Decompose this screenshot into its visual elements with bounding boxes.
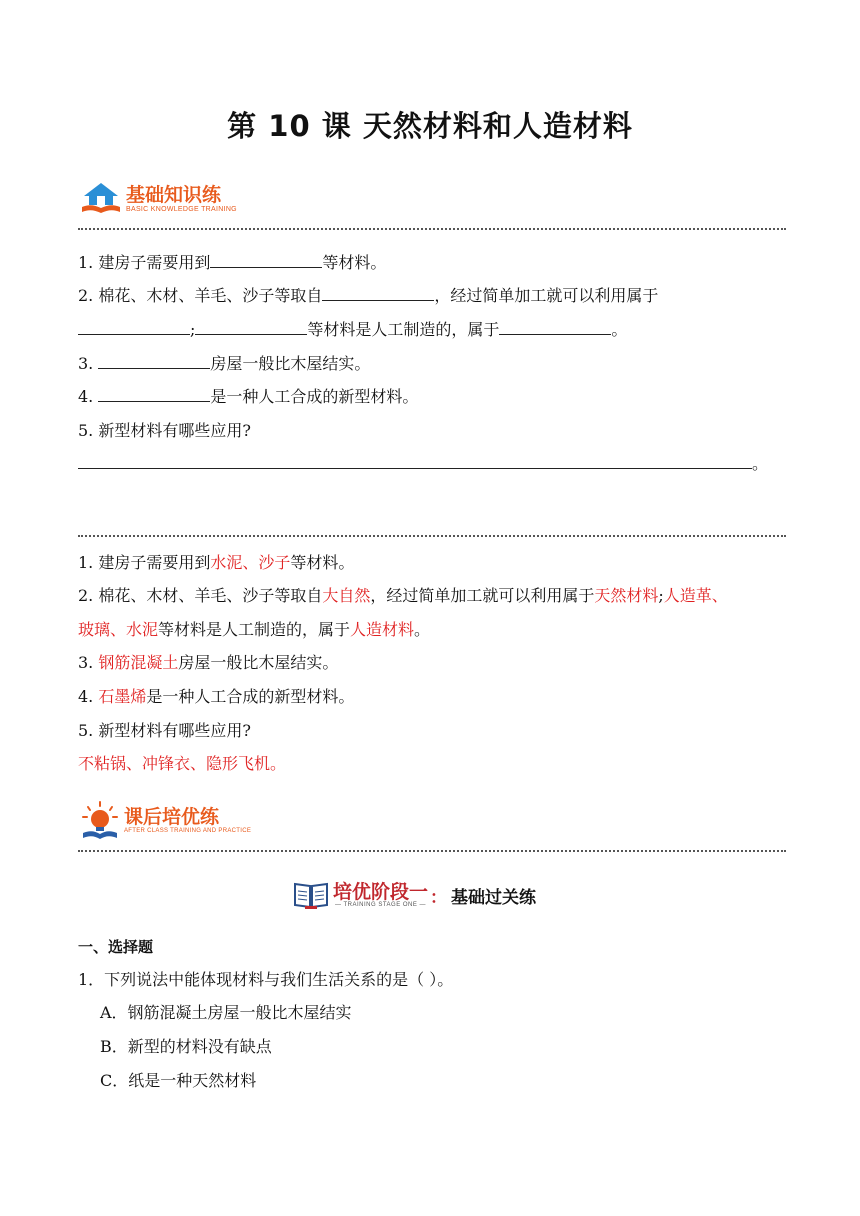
answer-5-content: 不粘锅、冲锋衣、隐形飞机。: [78, 754, 287, 773]
stage-subtitle: — TRAINING STAGE ONE —: [334, 902, 427, 908]
section-title: 一、选择题: [78, 938, 154, 956]
blank[interactable]: [78, 319, 190, 335]
answer-5: 5. 新型材料有哪些应用?: [78, 721, 251, 740]
blank[interactable]: [98, 353, 210, 369]
house-book-icon: [80, 181, 122, 215]
question-4: 4. 是一种人工合成的新型材料。: [78, 387, 419, 406]
blank[interactable]: [499, 319, 611, 335]
blank[interactable]: [210, 252, 322, 268]
stage-suffix: 基础过关练: [451, 887, 537, 908]
blank[interactable]: [322, 285, 434, 301]
answer-3: 3. 钢筋混凝土房屋一般比木屋结实。: [78, 653, 339, 672]
badge-subtitle: AFTER CLASS TRAINING AND PRACTICE: [124, 828, 252, 834]
page-title: 第 10 课 天然材料和人造材料: [227, 109, 633, 143]
question-5-answer-line: 。: [78, 453, 768, 475]
book-icon: [293, 880, 329, 910]
blank[interactable]: [195, 319, 307, 335]
stage-header: [293, 880, 536, 910]
question-2: 2. 棉花、木材、羊毛、沙子等取自 ，经过简单加工就可以利用属于: [78, 286, 659, 305]
dotted-divider: [78, 228, 786, 230]
answer-4: 4. 石墨烯是一种人工合成的新型材料。: [78, 687, 355, 706]
badge-title: 基础知识练: [126, 183, 222, 206]
after-class-badge: [80, 800, 251, 840]
basic-knowledge-badge: [80, 181, 237, 215]
lightbulb-icon: [80, 800, 120, 840]
question-1: 1. 建房子需要用到 等材料。: [78, 253, 387, 272]
question-3: 3. 房屋一般比木屋结实。: [78, 354, 371, 373]
stage-separator: ：: [430, 887, 448, 908]
question-5: 5. 新型材料有哪些应用?: [78, 421, 251, 440]
badge-subtitle: BASIC KNOWLEDGE TRAINING: [126, 205, 237, 213]
stage-title: 培优阶段一: [333, 881, 429, 903]
question-2-cont: ; 等材料是人工制造的，属于 。: [78, 319, 627, 341]
blank[interactable]: [98, 386, 210, 402]
mc-question: 1．下列说法中能体现材料与我们生活关系的是（ ）。: [78, 970, 454, 989]
dotted-divider: [78, 850, 786, 852]
mc-option-b[interactable]: B．新型的材料没有缺点: [100, 1037, 272, 1056]
badge-title: 课后培优练: [124, 806, 220, 828]
answer-2-cont: 玻璃、水泥等材料是人工制造的，属于人造材料。: [78, 620, 431, 639]
dotted-divider: [78, 535, 786, 537]
mc-option-a[interactable]: A．钢筋混凝土房屋一般比木屋结实: [100, 1003, 352, 1022]
answer-2: 2. 棉花、木材、羊毛、沙子等取自大自然，经过简单加工就可以利用属于天然材料;人造革、: [78, 586, 728, 605]
answer-1: 1. 建房子需要用到水泥、沙子等材料。: [78, 553, 355, 572]
mc-option-c[interactable]: C．纸是一种天然材料: [100, 1071, 257, 1090]
blank[interactable]: [78, 453, 752, 469]
